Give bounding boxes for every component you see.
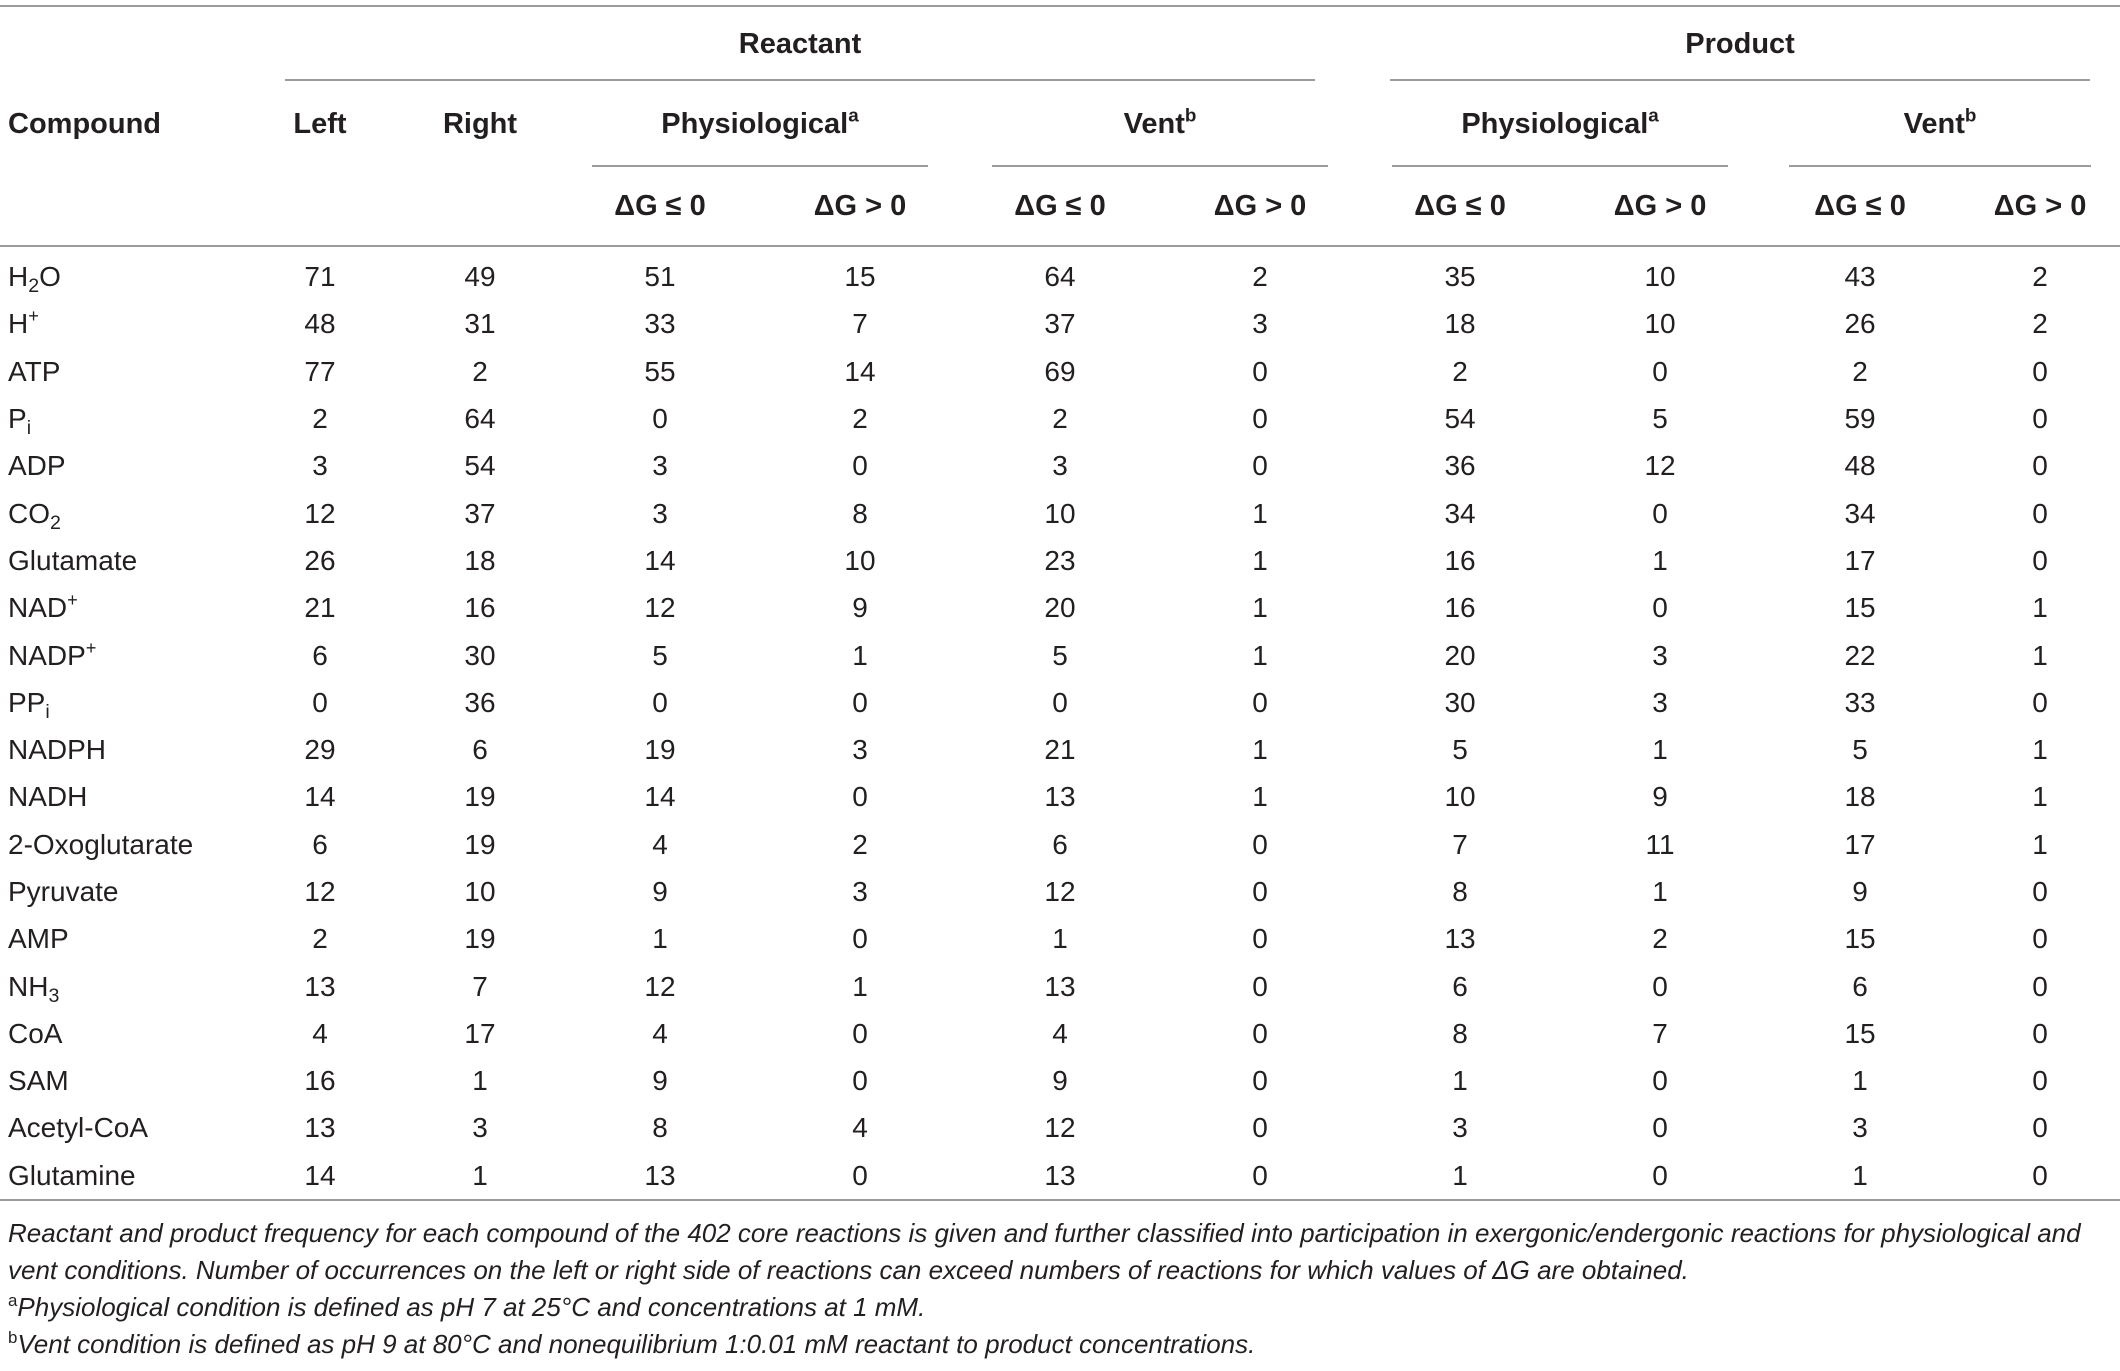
value-cell: 12 — [1044, 1112, 1076, 1144]
value-cell: 0 — [2032, 355, 2048, 387]
compound-cell: Glutamine — [8, 1159, 136, 1191]
value-cell: 0 — [1252, 970, 1268, 1002]
value-cell: 14 — [304, 781, 336, 813]
value-cell: 20 — [1444, 639, 1476, 671]
compound-cell: CoA — [8, 1017, 63, 1049]
value-cell: 2 — [2032, 308, 2048, 340]
table-row — [0, 348, 2120, 395]
table-row — [0, 821, 2120, 868]
table-row — [0, 1010, 2120, 1057]
value-cell: 0 — [2032, 1017, 2048, 1049]
value-cell: 2 — [472, 355, 488, 387]
value-cell: 0 — [312, 686, 328, 718]
value-cell: 15 — [1844, 592, 1876, 624]
header-product-physiological: Physiological$^a$ — [1360, 81, 1760, 167]
value-cell: 10 — [464, 876, 496, 907]
value-cell: 0 — [2032, 497, 2048, 529]
table-row — [0, 442, 2120, 489]
header-dg-le: ΔG ≤ 0 — [1814, 189, 1906, 222]
value-cell: 17 — [1844, 828, 1876, 860]
value-cell: 1 — [852, 639, 868, 671]
header-dg-gt: ΔG > 0 — [1993, 189, 2087, 222]
value-cell: 1 — [1252, 781, 1268, 813]
value-cell: 7 — [1452, 828, 1468, 860]
value-cell: 0 — [1652, 497, 1668, 529]
value-cell: 12 — [644, 592, 676, 624]
compound-cell: Pyruvate — [8, 876, 119, 907]
value-cell: 8 — [652, 1112, 668, 1144]
value-cell: 0 — [2032, 876, 2048, 907]
value-cell: 34 — [1844, 497, 1876, 529]
value-cell: 0 — [1252, 828, 1268, 860]
table-row — [0, 584, 2120, 631]
value-cell: 3 — [472, 1112, 488, 1144]
table-row — [0, 246, 2120, 300]
value-cell: 0 — [2032, 1112, 2048, 1144]
compound-cell: NADP+ — [8, 637, 97, 671]
value-cell: 49 — [464, 261, 496, 293]
value-cell: 10 — [1444, 781, 1476, 813]
value-cell: 8 — [852, 497, 868, 529]
table-row — [0, 915, 2120, 962]
header-dg-le: ΔG ≤ 0 — [614, 189, 706, 222]
value-cell: 15 — [1844, 923, 1876, 955]
value-cell: 0 — [852, 1017, 868, 1049]
compound-cell: SAM — [8, 1065, 69, 1097]
value-cell: 16 — [1444, 544, 1476, 576]
value-cell: 0 — [2032, 544, 2048, 576]
value-cell: 26 — [304, 544, 336, 576]
compound-cell: $NH_3$ — [8, 970, 60, 1007]
compound-cell: Acetyl-CoA — [8, 1112, 149, 1144]
value-cell: 19 — [644, 734, 676, 766]
value-cell: 48 — [304, 308, 336, 340]
value-cell: 0 — [852, 450, 868, 482]
compound-cell: NADPH — [8, 734, 107, 766]
value-cell: 1 — [852, 970, 868, 1002]
compound-cell: $PP_i$ — [8, 686, 50, 723]
value-cell: 3 — [312, 450, 328, 482]
value-cell: 17 — [1844, 544, 1876, 576]
compound-cell: ATP — [8, 355, 61, 387]
header-dg-gt: ΔG > 0 — [813, 189, 907, 222]
compound-cell: $P_i$ — [8, 403, 32, 439]
value-cell: 1 — [1852, 1159, 1868, 1191]
value-cell: 0 — [852, 1065, 868, 1097]
value-cell: 0 — [1052, 686, 1068, 718]
value-cell: 0 — [852, 686, 868, 718]
value-cell: 2 — [312, 403, 328, 435]
value-cell: 54 — [1444, 403, 1476, 435]
table-row — [0, 962, 2120, 1009]
value-cell: 0 — [1252, 450, 1268, 482]
table-row — [0, 1152, 2120, 1200]
value-cell: 4 — [1052, 1017, 1068, 1049]
value-cell: 1 — [2032, 592, 2048, 624]
table-header — [0, 6, 2120, 246]
value-cell: 14 — [644, 781, 676, 813]
value-cell: 2 — [1052, 403, 1068, 435]
value-cell: 1 — [1252, 639, 1268, 671]
value-cell: 0 — [1252, 1065, 1268, 1097]
table-row — [0, 395, 2120, 442]
value-cell: 71 — [304, 261, 336, 293]
value-cell: 0 — [2032, 1159, 2048, 1191]
value-cell: 37 — [464, 497, 496, 529]
value-cell: 0 — [1652, 1065, 1668, 1097]
value-cell: 69 — [1044, 355, 1076, 387]
value-cell: 9 — [852, 592, 868, 624]
value-cell: 0 — [1652, 355, 1668, 387]
compound-cell: $CO_2$ — [8, 497, 61, 534]
table-row — [0, 631, 2120, 678]
value-cell: 1 — [2032, 734, 2048, 766]
value-cell: 2 — [1452, 355, 1468, 387]
value-cell: 17 — [464, 1017, 496, 1049]
value-cell: 12 — [644, 970, 676, 1002]
value-cell: 0 — [1252, 923, 1268, 955]
value-cell: 14 — [644, 544, 676, 576]
value-cell: 0 — [852, 781, 868, 813]
value-cell: 2 — [1652, 923, 1668, 955]
value-cell: 2 — [852, 403, 868, 435]
table-row — [0, 300, 2120, 347]
value-cell: 20 — [1044, 592, 1076, 624]
value-cell: 3 — [652, 497, 668, 529]
table-row — [0, 726, 2120, 773]
value-cell: 13 — [304, 970, 336, 1002]
value-cell: 3 — [1652, 686, 1668, 718]
table-notes — [8, 1215, 2108, 1363]
value-cell: 1 — [1652, 876, 1668, 907]
value-cell: 0 — [1252, 403, 1268, 435]
value-cell: 0 — [652, 686, 668, 718]
value-cell: 13 — [1044, 1159, 1076, 1191]
header-reactant-vent: Vent$^b$ — [960, 81, 1360, 167]
value-cell: 16 — [304, 1065, 336, 1097]
value-cell: 9 — [652, 876, 668, 907]
value-cell: 1 — [1452, 1065, 1468, 1097]
value-cell: 9 — [1052, 1065, 1068, 1097]
value-cell: 1 — [652, 923, 668, 955]
value-cell: 10 — [844, 544, 876, 576]
value-cell: 0 — [2032, 686, 2048, 718]
value-cell: 21 — [1044, 734, 1076, 766]
compound-cell: Glutamate — [8, 544, 138, 576]
value-cell: 12 — [304, 876, 336, 907]
value-cell: 7 — [472, 970, 488, 1002]
value-cell: 0 — [1252, 686, 1268, 718]
value-cell: 9 — [1652, 781, 1668, 813]
value-cell: 37 — [1044, 308, 1076, 340]
table-row — [0, 679, 2120, 726]
value-cell: 0 — [1252, 355, 1268, 387]
compound-cell: NADH — [8, 781, 88, 813]
value-cell: 36 — [1444, 450, 1476, 482]
value-cell: 0 — [1252, 1159, 1268, 1191]
value-cell: 7 — [1652, 1017, 1668, 1049]
value-cell: 3 — [652, 450, 668, 482]
value-cell: 30 — [1444, 686, 1476, 718]
value-cell: 0 — [1252, 1112, 1268, 1144]
table-row — [0, 773, 2120, 820]
value-cell: 13 — [1044, 781, 1076, 813]
value-cell: 8 — [1452, 1017, 1468, 1049]
value-cell: 4 — [312, 1017, 328, 1049]
header-dg-gt: ΔG > 0 — [1613, 189, 1707, 222]
value-cell: 0 — [2032, 403, 2048, 435]
value-cell: 12 — [1644, 450, 1676, 482]
value-cell: 23 — [1044, 544, 1076, 576]
compound-cell: H+ — [8, 306, 39, 340]
value-cell: 1 — [1452, 1159, 1468, 1191]
value-cell: 4 — [652, 828, 668, 860]
value-cell: 16 — [464, 592, 496, 624]
value-cell: 29 — [304, 734, 336, 766]
value-cell: 1 — [2032, 828, 2048, 860]
header-product: Product — [1360, 6, 2120, 81]
table-row — [0, 1057, 2120, 1104]
value-cell: 2 — [1252, 261, 1268, 293]
value-cell: 6 — [1052, 828, 1068, 860]
value-cell: 0 — [1652, 970, 1668, 1002]
value-cell: 10 — [1644, 261, 1676, 293]
value-cell: 0 — [652, 403, 668, 435]
value-cell: 5 — [1652, 403, 1668, 435]
value-cell: 10 — [1644, 308, 1676, 340]
header-right: Right — [442, 107, 518, 140]
table-row — [0, 868, 2120, 915]
value-cell: 13 — [644, 1159, 676, 1191]
value-cell: 0 — [1252, 876, 1268, 907]
value-cell: 26 — [1844, 308, 1876, 340]
value-cell: 54 — [464, 450, 496, 482]
value-cell: 77 — [304, 355, 336, 387]
value-cell: 2 — [312, 923, 328, 955]
value-cell: 34 — [1444, 497, 1476, 529]
value-cell: 6 — [1852, 970, 1868, 1002]
value-cell: 1 — [1652, 734, 1668, 766]
value-cell: 31 — [464, 308, 496, 340]
value-cell: 36 — [464, 686, 496, 718]
value-cell: 3 — [852, 734, 868, 766]
value-cell: 2 — [1852, 355, 1868, 387]
header-reactant: Reactant — [240, 6, 1360, 81]
value-cell: 1 — [1252, 592, 1268, 624]
header-reactant-physiological: Physiological$^a$ — [560, 81, 960, 167]
value-cell: 18 — [1844, 781, 1876, 813]
value-cell: 6 — [312, 639, 328, 671]
value-cell: 3 — [1452, 1112, 1468, 1144]
value-cell: 0 — [852, 923, 868, 955]
value-cell: 0 — [2032, 923, 2048, 955]
value-cell: 51 — [644, 261, 676, 293]
table-row — [0, 1104, 2120, 1151]
value-cell: 22 — [1844, 639, 1876, 671]
table-body — [0, 246, 2120, 1200]
value-cell: 3 — [1652, 639, 1668, 671]
value-cell: 13 — [304, 1112, 336, 1144]
value-cell: 33 — [644, 308, 676, 340]
value-cell: 10 — [1044, 497, 1076, 529]
value-cell: 2 — [2032, 261, 2048, 293]
value-cell: 16 — [1444, 592, 1476, 624]
value-cell: 59 — [1844, 403, 1876, 435]
note-main: Reactant and product frequency for each compound of the 402 core reactions is given and further classified into participation in exergonic/endergonic reactions for physiological and vent conditions. Number of occurrences on the left or right side of reactions can exceed numbers of reactions for which values of ΔG are obtained. — [8, 1218, 2081, 1285]
value-cell: 0 — [1652, 592, 1668, 624]
value-cell: 4 — [852, 1112, 868, 1144]
value-cell: 64 — [464, 403, 496, 435]
compound-cell: NAD+ — [8, 590, 78, 624]
value-cell: 4 — [652, 1017, 668, 1049]
value-cell: 1 — [1652, 544, 1668, 576]
value-cell: 15 — [844, 261, 876, 293]
value-cell: 1 — [1252, 734, 1268, 766]
value-cell: 18 — [464, 544, 496, 576]
value-cell: 11 — [1645, 828, 1675, 860]
value-cell: 14 — [844, 355, 876, 387]
note-b: $^b$Vent condition is defined as pH 9 at 80°C and nonequilibrium 1:0.01 mM reactant to product concentrations. — [8, 1327, 1256, 1359]
value-cell: 0 — [1652, 1112, 1668, 1144]
value-cell: 0 — [2032, 450, 2048, 482]
value-cell: 19 — [464, 828, 496, 860]
value-cell: 5 — [652, 639, 668, 671]
value-cell: 9 — [652, 1065, 668, 1097]
compound-cell: ADP — [8, 450, 66, 482]
compound-cell: $H_2O$ — [8, 261, 61, 298]
note-a: $^a$Physiological condition is defined as pH 7 at 25°C and concentrations at 1 mM. — [8, 1290, 926, 1322]
table-row — [0, 489, 2120, 536]
header-dg-le: ΔG ≤ 0 — [1414, 189, 1506, 222]
value-cell: 14 — [304, 1159, 336, 1191]
value-cell: 12 — [1044, 876, 1076, 907]
value-cell: 1 — [472, 1065, 488, 1097]
value-cell: 1 — [2032, 639, 2048, 671]
value-cell: 0 — [2032, 970, 2048, 1002]
value-cell: 6 — [1452, 970, 1468, 1002]
value-cell: 0 — [852, 1159, 868, 1191]
value-cell: 1 — [1852, 1065, 1868, 1097]
value-cell: 1 — [472, 1159, 488, 1191]
value-cell: 6 — [312, 828, 328, 860]
value-cell: 19 — [464, 781, 496, 813]
value-cell: 5 — [1852, 734, 1868, 766]
table-row — [0, 537, 2120, 584]
value-cell: 18 — [1444, 308, 1476, 340]
value-cell: 6 — [472, 734, 488, 766]
value-cell: 64 — [1044, 261, 1076, 293]
value-cell: 1 — [2032, 781, 2048, 813]
value-cell: 13 — [1044, 970, 1076, 1002]
value-cell: 1 — [1252, 497, 1268, 529]
value-cell: 35 — [1444, 261, 1476, 293]
header-dg-gt: ΔG > 0 — [1213, 189, 1307, 222]
header-dg-le: ΔG ≤ 0 — [1014, 189, 1106, 222]
value-cell: 0 — [1252, 1017, 1268, 1049]
header-compound: Compound — [8, 107, 162, 140]
data-table — [0, 5, 2120, 1201]
compound-cell: AMP — [8, 923, 69, 955]
value-cell: 13 — [1444, 923, 1476, 955]
value-cell: 43 — [1844, 261, 1876, 293]
value-cell: 7 — [852, 308, 868, 340]
value-cell: 15 — [1844, 1017, 1876, 1049]
value-cell: 3 — [1852, 1112, 1868, 1144]
value-cell: 9 — [1852, 876, 1868, 907]
value-cell: 0 — [2032, 1065, 2048, 1097]
value-cell: 5 — [1052, 639, 1068, 671]
value-cell: 55 — [644, 355, 676, 387]
value-cell: 8 — [1452, 876, 1468, 907]
value-cell: 33 — [1844, 686, 1876, 718]
value-cell: 21 — [304, 592, 336, 624]
compound-cell: 2-Oxoglutarate — [8, 828, 194, 860]
value-cell: 1 — [1252, 544, 1268, 576]
value-cell: 48 — [1844, 450, 1876, 482]
header-product-vent: Vent$^b$ — [1760, 81, 2120, 167]
header-left: Left — [293, 107, 347, 140]
value-cell: 3 — [1052, 450, 1068, 482]
value-cell: 30 — [464, 639, 496, 671]
value-cell: 1 — [1052, 923, 1068, 955]
value-cell: 3 — [1252, 308, 1268, 340]
value-cell: 0 — [1652, 1159, 1668, 1191]
value-cell: 12 — [304, 497, 336, 529]
value-cell: 2 — [852, 828, 868, 860]
value-cell: 5 — [1452, 734, 1468, 766]
value-cell: 19 — [464, 923, 496, 955]
value-cell: 3 — [852, 876, 868, 907]
